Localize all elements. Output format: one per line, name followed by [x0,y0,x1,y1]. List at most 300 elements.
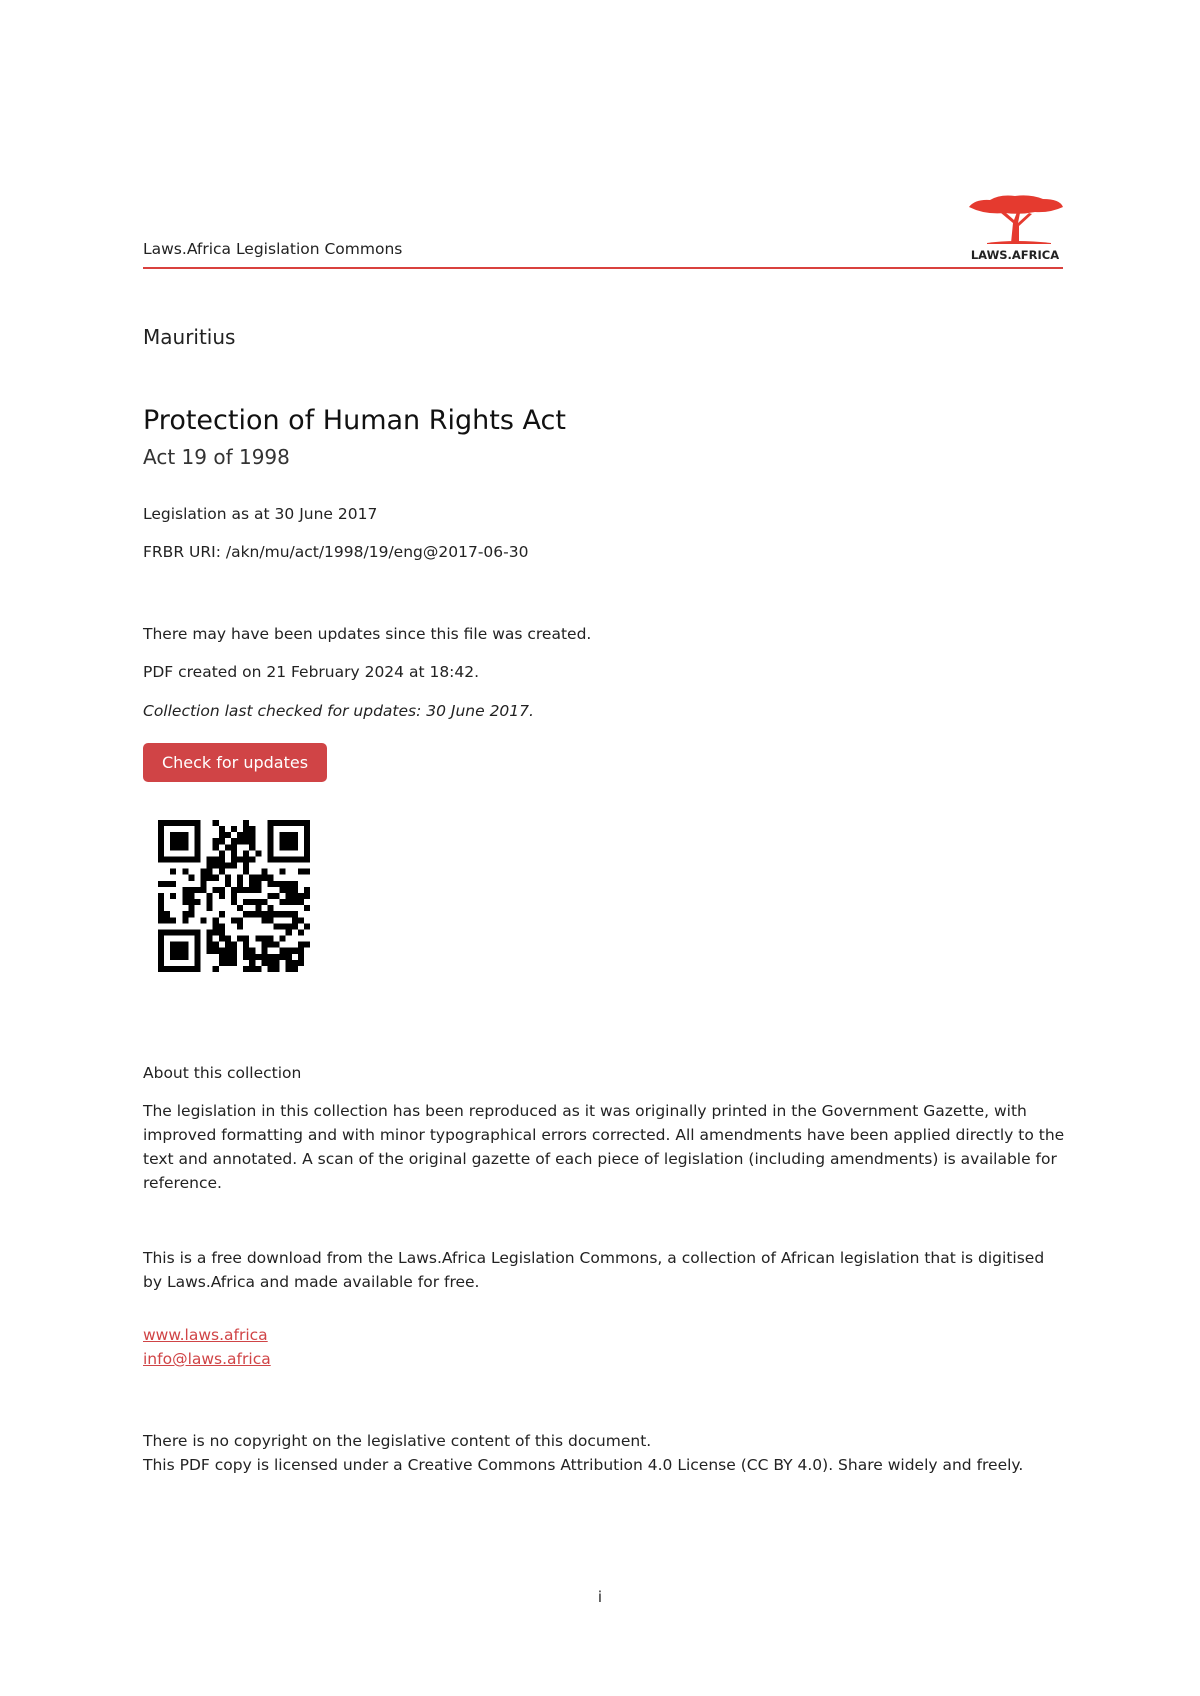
qr-module [267,820,273,826]
qr-module [170,844,176,850]
qr-module [207,863,213,869]
qr-module [274,856,280,862]
qr-module [274,820,280,826]
qr-module [249,966,255,972]
qr-module [243,863,249,869]
qr-module [292,966,298,972]
qr-module [249,832,255,838]
qr-module [213,875,219,881]
qr-module [170,929,176,935]
qr-module [280,844,286,850]
qr-module [188,875,194,881]
qr-module [292,911,298,917]
qr-module [274,911,280,917]
qr-module [158,881,164,887]
qr-module [261,875,267,881]
qr-module [267,954,273,960]
qr-module [164,917,170,923]
qr-module [194,929,200,935]
qr-module [267,893,273,899]
qr-module [194,954,200,960]
qr-module [182,838,188,844]
qr-module [255,881,261,887]
qr-module [201,887,207,893]
updates-note: There may have been updates since this file was created. [143,625,592,643]
qr-module [243,899,249,905]
qr-module [182,911,188,917]
qr-module [267,917,273,923]
qr-module [231,887,237,893]
qr-module [292,844,298,850]
qr-module [249,826,255,832]
qr-module [158,838,164,844]
qr-module [255,850,261,856]
qr-module [304,832,310,838]
qr-module [170,881,176,887]
qr-module [292,923,298,929]
qr-module [249,881,255,887]
qr-module [243,856,249,862]
qr-module [286,881,292,887]
qr-module [158,850,164,856]
website-link[interactable]: www.laws.africa [143,1326,268,1344]
qr-module [286,887,292,893]
qr-module [170,966,176,972]
qr-module [219,960,225,966]
qr-module [201,881,207,887]
qr-module [304,905,310,911]
qr-module [286,966,292,972]
qr-module [219,856,225,862]
qr-module [249,954,255,960]
qr-module [225,936,231,942]
qr-module [201,869,207,875]
qr-module [225,960,231,966]
qr-module [188,820,194,826]
qr-module [280,887,286,893]
qr-module [249,844,255,850]
qr-module [188,899,194,905]
qr-module [219,948,225,954]
qr-module [280,856,286,862]
qr-module [292,838,298,844]
qr-module [274,942,280,948]
qr-module [213,942,219,948]
qr-module [194,942,200,948]
qr-module [261,936,267,942]
qr-module [280,954,286,960]
qr-module [231,856,237,862]
qr-module [304,826,310,832]
free-download-text: This is a free download from the Laws.Africa Legislation Commons, a collection of African legislation that is digitised by Laws.Africa and made available for free. [143,1249,1045,1291]
qr-module [304,850,310,856]
qr-module [255,966,261,972]
qr-module [170,942,176,948]
qr-module [286,948,292,954]
qr-module [194,832,200,838]
qr-module [194,899,200,905]
qr-module [158,820,164,826]
qr-module [280,923,286,929]
qr-module [249,899,255,905]
qr-module [176,929,182,935]
qr-module [237,832,243,838]
qr-module [237,923,243,929]
qr-module [249,960,255,966]
qr-module [304,838,310,844]
qr-module [170,856,176,862]
qr-module [170,820,176,826]
qr-module [286,954,292,960]
qr-module [255,905,261,911]
qr-module [158,942,164,948]
qr-module [231,893,237,899]
qr-module [261,960,267,966]
qr-module [243,832,249,838]
qr-module [267,911,273,917]
qr-module [231,844,237,850]
qr-module [164,911,170,917]
qr-module [207,899,213,905]
qr-module [243,911,249,917]
qr-module [207,893,213,899]
qr-module [231,960,237,966]
qr-module [188,911,194,917]
qr-module [292,893,298,899]
qr-module [255,887,261,893]
qr-module [225,832,231,838]
qr-module [298,948,304,954]
qr-module [255,875,261,881]
qr-module [170,954,176,960]
qr-module [255,899,261,905]
qr-module [237,905,243,911]
qr-module [213,820,219,826]
qr-module [207,875,213,881]
qr-module [182,893,188,899]
qr-module [188,856,194,862]
qr-module [292,856,298,862]
qr-module [182,887,188,893]
qr-module [292,948,298,954]
qr-module [267,966,273,972]
qr-module [213,966,219,972]
qr-module [194,960,200,966]
qr-module [158,893,164,899]
qr-module [225,875,231,881]
qr-module [286,856,292,862]
qr-module [261,948,267,954]
qr-module [158,966,164,972]
qr-module [213,844,219,850]
qr-module [158,936,164,942]
qr-module [298,954,304,960]
qr-module [201,917,207,923]
qr-module [298,917,304,923]
qr-module [267,942,273,948]
qr-module [213,856,219,862]
qr-module [188,905,194,911]
qr-module [249,856,255,862]
qr-module [237,936,243,942]
qr-module [158,917,164,923]
qr-module [280,832,286,838]
qr-module [286,820,292,826]
qr-module [170,917,176,923]
svg-text:LAWS.AFRICA: LAWS.AFRICA [970,248,1060,261]
qr-module [267,844,273,850]
qr-module [255,911,261,917]
qr-module [194,826,200,832]
qr-module [237,838,243,844]
qr-module [219,850,225,856]
qr-module [194,820,200,826]
qr-module [182,832,188,838]
qr-module [219,863,225,869]
qr-module [219,936,225,942]
qr-module [243,942,249,948]
qr-module [231,917,237,923]
qr-module [182,917,188,923]
qr-module [219,954,225,960]
qr-module [219,826,225,832]
qr-module [164,929,170,935]
qr-module [182,869,188,875]
qr-module [225,948,231,954]
qr-module [249,948,255,954]
qr-module [261,911,267,917]
qr-module [188,887,194,893]
qr-module [298,869,304,875]
qr-module [176,838,182,844]
qr-module [298,820,304,826]
qr-module [225,881,231,887]
qr-module [298,893,304,899]
qr-module [207,936,213,942]
qr-module [158,929,164,935]
qr-module [267,838,273,844]
qr-module [219,869,225,875]
qr-module [304,942,310,948]
qr-module [237,917,243,923]
qr-module [292,899,298,905]
qr-module [249,838,255,844]
qr-module [225,863,231,869]
qr-module [280,881,286,887]
qr-module [298,929,304,935]
qr-module [243,954,249,960]
qr-module [176,832,182,838]
qr-module [158,954,164,960]
qr-module [286,960,292,966]
legislation-date: Legislation as at 30 June 2017 [143,505,378,523]
qr-module [182,856,188,862]
qr-module [298,960,304,966]
qr-module [274,954,280,960]
qr-module [164,881,170,887]
frbr-uri: FRBR URI: /akn/mu/act/1998/19/eng@2017-06-30 [143,543,529,561]
qr-module [170,832,176,838]
qr-module [292,917,298,923]
qr-module [280,838,286,844]
qr-module [219,911,225,917]
qr-module [231,850,237,856]
qr-module [231,826,237,832]
qr-module [207,948,213,954]
qr-module [243,850,249,856]
qr-module [286,929,292,935]
qr-module [182,899,188,905]
qr-module [158,905,164,911]
qr-module [164,966,170,972]
license-note: This PDF copy is licensed under a Creative Commons Attribution 4.0 License (CC BY 4.0). Share widely and freely. [143,1456,1024,1474]
qr-module [261,899,267,905]
qr-module [243,838,249,844]
qr-module [304,923,310,929]
qr-module [267,856,273,862]
qr-module [164,820,170,826]
qr-module [237,881,243,887]
qr-module [292,887,298,893]
qr-module [225,954,231,960]
qr-module [164,856,170,862]
qr-module [213,917,219,923]
qr-module [207,856,213,862]
qr-module [286,844,292,850]
qr-module [243,936,249,942]
about-heading: About this collection [143,1064,302,1082]
qr-module [219,887,225,893]
qr-module [243,820,249,826]
qr-module [267,960,273,966]
qr-module [249,887,255,893]
qr-module [298,942,304,948]
qr-module [194,856,200,862]
qr-module [158,826,164,832]
qr-module [188,893,194,899]
qr-module [182,929,188,935]
qr-module [231,899,237,905]
qr-module [219,832,225,838]
qr-module [176,844,182,850]
qr-module [292,832,298,838]
qr-module [304,844,310,850]
qr-module [243,826,249,832]
copyright-note: There is no copyright on the legislative content of this document. [143,1432,652,1450]
qr-module [243,966,249,972]
qr-module [298,856,304,862]
qr-module [182,942,188,948]
qr-module [188,966,194,972]
qr-module [304,820,310,826]
qr-code[interactable] [158,820,310,972]
qr-module [176,820,182,826]
qr-module [304,856,310,862]
qr-module [292,960,298,966]
laws-africa-logo [965,193,1065,261]
qr-module [286,911,292,917]
qr-module [207,869,213,875]
qr-module [213,929,219,935]
qr-module [243,869,249,875]
qr-module [280,911,286,917]
qr-module [170,838,176,844]
qr-module [267,936,273,942]
qr-module [213,887,219,893]
qr-module [231,948,237,954]
qr-module [274,893,280,899]
qr-module [194,936,200,942]
qr-module [176,942,182,948]
qr-module [158,844,164,850]
qr-module [261,917,267,923]
qr-module [280,936,286,942]
qr-module [207,929,213,935]
qr-module [292,820,298,826]
qr-module [219,893,225,899]
qr-module [207,942,213,948]
country: Mauritius [143,325,236,349]
header-collection-name: Laws.Africa Legislation Commons [143,240,403,258]
qr-module [280,948,286,954]
qr-module [280,869,286,875]
qr-module [286,838,292,844]
qr-module [182,966,188,972]
document-title: Protection of Human Rights Act [143,405,566,436]
qr-module [243,948,249,954]
qr-module [176,966,182,972]
qr-module [170,948,176,954]
qr-module [237,875,243,881]
qr-module [304,869,310,875]
qr-module [182,948,188,954]
qr-module [231,942,237,948]
qr-module [286,832,292,838]
act-number: Act 19 of 1998 [143,445,290,469]
qr-module [201,875,207,881]
qr-module [176,856,182,862]
qr-module [292,881,298,887]
qr-module [225,942,231,948]
qr-module [213,948,219,954]
qr-module [261,869,267,875]
qr-module [267,832,273,838]
qr-module [219,838,225,844]
qr-module [182,844,188,850]
qr-module [158,948,164,954]
check-for-updates-button[interactable]: Check for updates [143,743,327,782]
qr-module [188,929,194,935]
qr-module [267,826,273,832]
qr-module [225,844,231,850]
qr-module [231,838,237,844]
qr-module [176,948,182,954]
qr-module [274,923,280,929]
qr-module [194,844,200,850]
qr-module [274,881,280,887]
qr-module [194,850,200,856]
qr-module [170,893,176,899]
qr-module [267,881,273,887]
qr-module [158,911,164,917]
qr-module [280,899,286,905]
qr-module [158,899,164,905]
about-text: The legislation in this collection has been reproduced as it was originally printed in the Government Gazette, with improved formatting and with minor typographical errors corrected. All amendments have been applied directly to the text and annotated. A scan of the original gazette of each piece of legislation (including amendments) is available for reference. [143,1102,1065,1192]
qr-module [194,887,200,893]
qr-module [207,905,213,911]
email-link[interactable]: info@laws.africa [143,1350,271,1368]
qr-module [304,893,310,899]
